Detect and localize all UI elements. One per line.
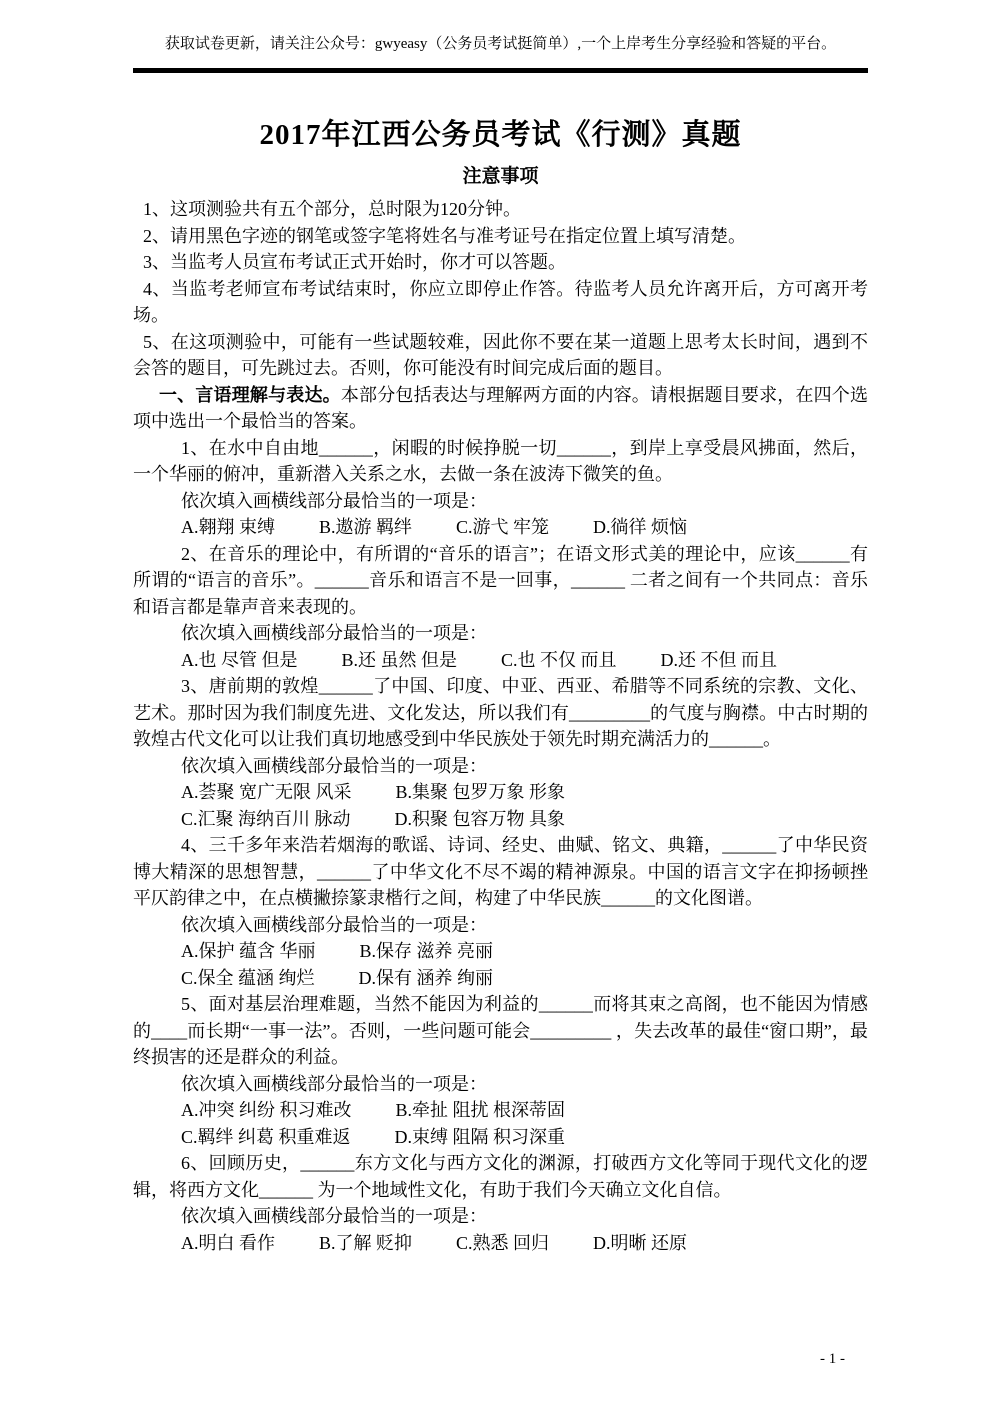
question-prompt: 依次填入画横线部分最恰当的一项是：: [181, 623, 487, 643]
question-options: [133, 514, 868, 541]
question-prompt: 依次填入画横线部分最恰当的一项是：: [181, 914, 487, 935]
notice-item-4: 4、当监考老师宣布考试结束时，你应立即停止作答。待监考人员允许离开后，方可离开考场。: [133, 278, 868, 325]
option-c: C.羁绊 纠葛 积重难返: [181, 1126, 351, 1147]
section-intro-text: 本部分包括表达与理解两方面的内容。请根据题目要求，在四个选项中选出一个最恰当的答案。: [133, 384, 868, 431]
question-block-4: [133, 832, 868, 991]
option-b: B.了解 贬抑: [319, 1232, 413, 1253]
question-options-row-1: [133, 779, 868, 806]
question-block-6: [133, 1150, 868, 1256]
header-notice: 获取试卷更新，请关注公众号：gwyeasy（公务员考试挺简单）,一个上岸考生分享经验和答疑的平台。: [164, 36, 837, 52]
option-b: B.牵扯 阻扰 根深蒂固: [395, 1100, 566, 1120]
question-block-5: [133, 991, 868, 1150]
option-a: A.保护 蕴含 华丽: [181, 941, 316, 961]
question-options: [133, 1230, 868, 1257]
question-stem: 3、唐前期的敦煌______了中国、印度、中亚、西亚、希腊等不同系统的宗教、文化、艺术。那时因为我们制度先进、文化发达，所以我们有_________的气度与胸襟。中古时期的敦煌古代文化可以让我们真切地感受到中华民族处于领先时期充满活力的______。: [133, 676, 868, 749]
question-prompt: 依次填入画横线部分最恰当的一项是：: [181, 1206, 487, 1226]
option-c: C.也 不仅 而且: [501, 649, 617, 670]
question-options-row-1: [133, 1097, 868, 1124]
option-d: D.明晰 还原: [593, 1232, 688, 1253]
option-b: B.遨游 羁绊: [319, 517, 413, 537]
option-b: B.还 虽然 但是: [341, 649, 458, 670]
question-options-row-2: [133, 1124, 868, 1151]
option-a: A.也 尽管 但是: [181, 649, 298, 670]
option-b: B.集聚 包罗万象 形象: [395, 782, 566, 802]
notice-section-title: 注意事项: [462, 166, 539, 187]
option-a: A.明白 看作: [181, 1232, 275, 1253]
page-content: [0, 34, 993, 1256]
option-c: C.游弋 牢笼: [456, 517, 550, 537]
question-stem: 6、回顾历史，______东方文化与西方文化的渊源，打破西方文化等同于现代文化的逻辑，将西方文化______ 为一个地域性文化，有助于我们今天确立文化自信。: [133, 1153, 868, 1200]
option-c: C.保全 蕴涵 绚烂: [181, 967, 315, 988]
question-options: [133, 647, 868, 674]
option-a: A.翱翔 束缚: [181, 517, 275, 537]
notice-list: [133, 196, 868, 382]
question-prompt: 依次填入画横线部分最恰当的一项是：: [181, 755, 487, 776]
option-b: B.保存 滋养 亮丽: [359, 941, 494, 961]
section-heading-paragraph: [133, 382, 868, 435]
option-d: D.徜徉 烦恼: [593, 517, 688, 537]
option-d: D.还 不但 而且: [660, 649, 778, 670]
option-a: A.冲突 纠纷 积习难改: [181, 1100, 352, 1120]
question-block-1: [133, 435, 868, 541]
question-stem: 4、三千多年来浩若烟海的歌谣、诗词、经史、曲赋、铭文、典籍，______了中华民资博大精深的思想智慧，______了中华文化不尽不竭的精神源泉。中国的语言文字在抑扬顿挫平仄韵律之中，在点横撇捺篆隶楷行之间，构建了中华民族______的文化图谱。: [133, 835, 868, 908]
page-number: - 1 -: [820, 1351, 845, 1367]
header-divider: [133, 68, 868, 73]
option-c: C.汇聚 海纳百川 脉动: [181, 808, 351, 829]
question-prompt: 依次填入画横线部分最恰当的一项是：: [181, 490, 487, 511]
page-header: [133, 34, 868, 73]
notice-item-5: 5、在这项测验中，可能有一些试题较难，因此你不要在某一道题上思考太长时间，遇到不会答的题目，可先跳过去。否则，你可能没有时间完成后面的题目。: [133, 331, 868, 378]
question-block-3: [133, 673, 868, 832]
notice-item-3: 3、当监考人员宣布考试正式开始时，你才可以答题。: [143, 252, 566, 272]
notice-item-2: 2、请用黑色字迹的钢笔或签字笔将姓名与准考证号在指定位置上填写清楚。: [143, 225, 746, 246]
option-a: A.荟聚 宽广无限 风采: [181, 782, 352, 802]
question-options-row-2: [133, 965, 868, 992]
option-d: D.束缚 阻隔 积习深重: [394, 1126, 566, 1147]
question-options-row-2: [133, 806, 868, 833]
section-heading: 一、言语理解与表达。: [159, 384, 341, 405]
option-d: D.保有 涵养 绚丽: [358, 967, 494, 988]
question-stem: 1、在水中自由地______，闲暇的时候挣脱一切______，到岸上享受晨风拂面，然后，一个华丽的俯冲，重新潜入关系之水，去做一条在波涛下微笑的鱼。: [133, 437, 868, 484]
option-d: D.积聚 包容万物 具象: [394, 808, 566, 829]
option-c: C.熟悉 回归: [456, 1232, 550, 1253]
question-prompt: 依次填入画横线部分最恰当的一项是：: [181, 1073, 487, 1094]
question-stem: 2、在音乐的理论中，有所谓的“音乐的语言”；在语文形式美的理论中，应该______有所谓的“语言的音乐”。______音乐和语言不是一回事，______ 二者之间有一个共同点：音乐和语言都是靠声音来表现的。: [133, 543, 868, 617]
question-options-row-1: [133, 938, 868, 965]
page-title: 2017年江西公务员考试《行测》真题: [259, 119, 742, 151]
question-block-2: [133, 541, 868, 674]
question-stem: 5、面对基层治理难题，当然不能因为利益的______而将其束之高阁，也不能因为情感的____而长期“一事一法”。否则，一些问题可能会_________ ，失去改革的最佳“窗口期”，最终损害的还是群众的利益。: [133, 994, 868, 1067]
notice-item-1: 1、这项测验共有五个部分，总时限为120分钟。: [143, 199, 521, 219]
